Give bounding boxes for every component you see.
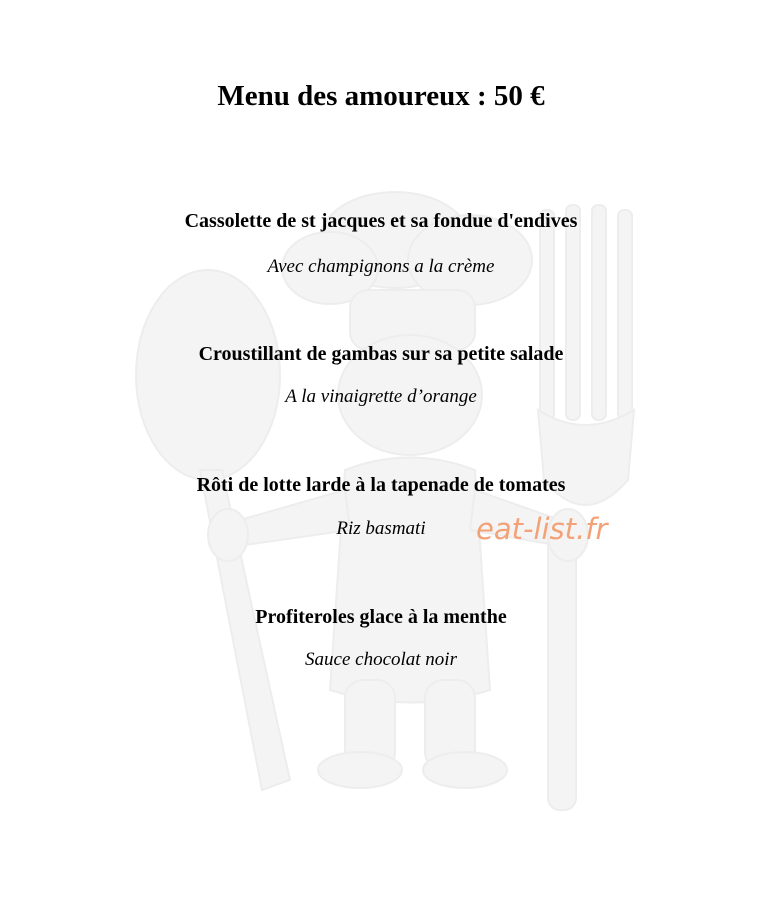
menu-title: Menu des amoureux : 50 € [217,80,545,112]
course-1-name: Cassolette de st jacques et sa fondue d'endives [184,210,578,232]
course-3-name: Rôti de lotte larde à la tapenade de tomates [196,474,566,496]
course-2-name: Croustillant de gambas sur sa petite salade [198,343,564,365]
course-2-description: A la vinaigrette d’orange [285,386,477,407]
brand-watermark-text: eat-list.fr [476,512,608,546]
course-1-description: Avec champignons a la crème [267,256,495,277]
course-4-description: Sauce chocolat noir [305,649,457,670]
course-4-name: Profiteroles glace à la menthe [255,606,507,628]
course-3-description: Riz basmati [336,518,426,539]
